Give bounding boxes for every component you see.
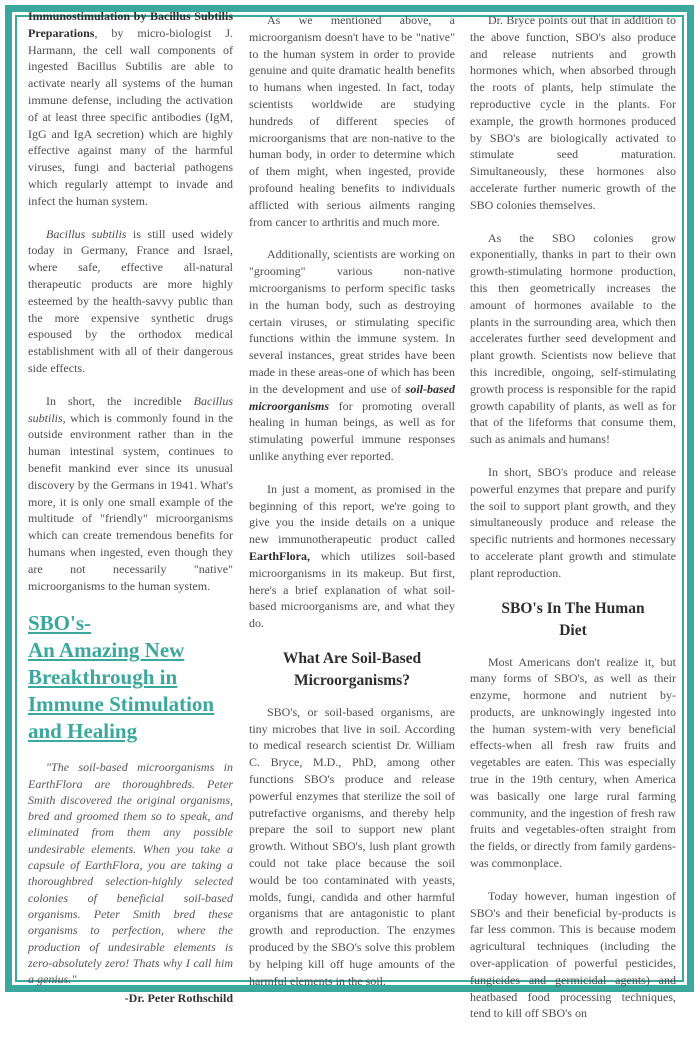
heading-line: SBO's In The Human [501, 599, 645, 617]
product-name: EarthFlora, [249, 548, 310, 563]
paragraph: Most Americans don't realize it, but many forms of SBO's, as well as their enzyme, hormone and nutrient by-products, are unknowingly ingested into the human system-with very beneficial effects-when all fresh raw fruits and vegetables are eaten. This was especially true in the 19th century, when America was basically one large rural farming community, and the ingestion of fresh raw fruits and vegetables-often straight from the fields, or directly from family gardens-was commonplace. [470, 654, 676, 871]
heading-line: What Are Soil-Based [282, 649, 422, 667]
heading-line: An Amazing New [28, 638, 185, 663]
heading-line: SBO's- [28, 611, 92, 636]
text: which utilizes soil-based microorganisms in its makeup. But first, here's a brief explanation of what soil-based microorganisms are, and what they do. [249, 548, 455, 631]
paragraph [28, 226, 233, 377]
paragraph [249, 246, 455, 464]
column-1 [28, 8, 233, 1006]
heading-line: and Healing [28, 719, 138, 744]
paragraph: As the SBO colonies grow exponentially, thanks in part to their own growth-stimulating hormone production, this then geometrically increases the amount of hormones available to the plants in the surrounding area, which then accelerates further seed development and plant growth. Scientists now believe that this incredible, ongoing, self-stimulating growth process is responsible for the rapid growth capability of plants, as well as for that of the lifeforms that consume them, such as animals and humans! [470, 230, 676, 447]
section-heading-soil-based [249, 648, 455, 692]
pull-quote: "The soil-based microorganisms in EarthFlora are thoroughbreds. Peter Smith discovered the original organisms, bred and groomed them so to speak, and eliminated from them any possible undesirable elements. When you take a capsule of EarthFlora, you are taking a thoroughbred selection-highly selected colonies of beneficial soil-based organisms. Peter Smith bred these organisms to perfection, where the production of undesirable elements is zero-absolutely zero! Thats why I call him a genius." [28, 760, 233, 987]
section-heading-human-diet [470, 598, 676, 642]
paragraph: As we mentioned above, a microorganism doesn't have to be "native" to the human system in order to provide genuine and quite dramatic health benefits to humans when ingested. In fact, today scientists worldwide are studying hundreds of different species of microorganisms that are non-native to the human body, in order to determine which of them might, when ingested, provide profound healing benefits to individuals afflicted with serious ailments ranging from cancer to arthritis and much more. [249, 13, 455, 229]
column-2 [249, 12, 455, 1005]
italic-term: Bacillus subtilis, [28, 393, 233, 425]
paragraph: Dr. Bryce points out that in addition to the above function, SBO's also produce and release nutrients and growth hormones which, when absorbed through the roots of plants, help stimulate the reproductive cycle in the plants. For example, the growth hormones produced by SBO's are biologically activated to stimulate seed maturation. Simultaneously, these hormones also accelerate further numeric growth of the SBO colonies themselves. [470, 13, 676, 212]
text: is still used widely today in Germany, France and Israel, where safe, effective all-natural therapeutic products are more highly esteemed by the health-savvy public than the more expensive synthetic drugs espoused by the orthodox medical establishment with all of their dangerous side effects. [28, 226, 233, 375]
text: Additionally, scientists are working on "grooming" various non-native microorganisms to perform specific tasks in the human body, such as destroying certain viruses, or stimulating specific functions within the immune system. In several instances, great strides have been made in these areas-one of which has been in the development and use of [249, 247, 455, 396]
text: for promoting overall healing in human beings, as well as for stimulating powerful immune responses unlike anything ever reported. [249, 398, 455, 463]
heading-line: Diet [559, 621, 587, 639]
heading-line: Breakthrough in [28, 665, 178, 690]
text: which is commonly found in the outside environment rather than in the human intestinal system, continues to benefit mankind ever since its unusual discovery by the Germans in 1941. What's more, it is only one small example of the multitude of "friendly" microorganisms which can create tremendous benefits for humans when ingested, even though they are not necessarily "native" microorganisms to the human system. [28, 410, 233, 593]
section-heading-sbos [28, 610, 233, 745]
paragraph [28, 8, 233, 210]
italic-term: Bacillus subtilis [46, 226, 127, 241]
paragraph: Today however, human ingestion of SBO's and their beneficial by-products is far less common. This is because modem agricultural techniques (including the over-application of powerful pesticides, fungicides and germicidal agents) and heatbased food processing techniques, tend to kill off SBO's on [470, 888, 676, 1021]
heading-line: Microorganisms? [294, 671, 410, 689]
quote-attribution: -Dr. Peter Rothschild [124, 991, 233, 1006]
paragraph: In short, SBO's produce and release powerful enzymes that prepare and purify the soil to support plant growth, and they simultaneously produce and release the specific nutrients and hormones necessary to accelerate plant growth and stimulate plant reproduction. [470, 464, 676, 580]
heading-line: Immune Stimulation [28, 692, 215, 717]
paragraph: SBO's, or soil-based organisms, are tiny microbes that live in soil. According to medical research scientist Dr. William C. Bryce, M.D., PhD, among other functions SBO's produce and release powerful enzymes that sterilize the soil of putrefactive organisms, and thereby help prepare the soil to support new plant growth. Without SBO's, lush plant growth could not take place because the soil would be too contaminated with yeasts, molds, fungi, candida and other harmful organisms that are antagonistic to plant growth and reproduction. The enzymes produced by the SBO's solve this problem by helping kill off huge amounts of the harmful elements in the soil. [249, 704, 455, 988]
text: In just a moment, as promised in the beginning of this report, we're going to give you the inside details on a unique new immunotherapeutic product called [249, 481, 455, 547]
bold-lead: Immunostimulation by Bacillus Subtilis Preparations [28, 9, 233, 40]
text: , by micro-biologist J. Harmann, the cell wall components of ingested Bacillus Subtilis are able to activate nearly all systems of the human immune defense, including the activation of at least three specific antibodies (IgM, IgG and IgA secretion) which are highly effective against many of the harmful viruses, fungi and bacterial pathogens which regularly attempt to invade and infect the human system. [28, 25, 233, 208]
paragraph [28, 393, 233, 595]
paragraph [249, 481, 455, 632]
column-3 [470, 12, 676, 1038]
bold-italic-term: soil-based microorganisms [249, 381, 455, 413]
text: In short, the incredible [46, 393, 194, 408]
